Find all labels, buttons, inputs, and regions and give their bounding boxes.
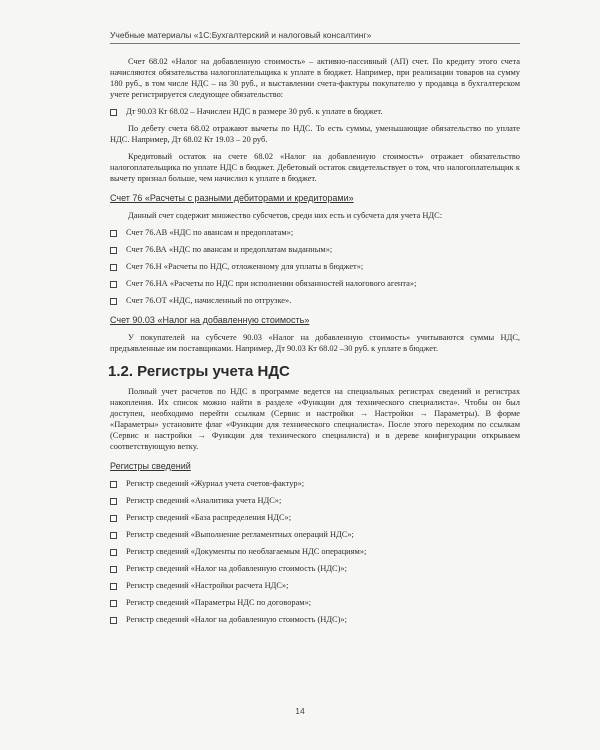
list-item	[110, 529, 520, 540]
registers-list	[110, 478, 520, 625]
list-item-text: Дт 90.03 Кт 68.02 – Начислен НДС в размере 30 руб. к уплате в бюджет.	[126, 107, 383, 116]
subheading-account-9003: Счет 90.03 «Налог на добавленную стоимость»	[110, 315, 310, 325]
checkbox-bullet-icon	[110, 549, 117, 556]
checkbox-bullet-icon	[110, 532, 117, 539]
paragraph-account-9003: У покупателей на субсчете 90.03 «Налог на добавленную стоимость» учитываются суммы НДС, предъявленные им поставщиками. Например, Дт 90.03 Кт 68.02 –30 руб. к уплате в бюджет.	[110, 333, 520, 353]
paragraph-registers-intro: Полный учет расчетов по НДС в программе ведется на специальных регистрах сведений и регистрах накопления. Их список можно найти в разделе «Функции для технического специалиста». Чтобы он был доступен, необходимо перейти ссылкам (Сервис и настройки → Настройки → Параметры). В форме «Параметры» установите флаг «Функции для технического специалиста». После этого переходим по ссылкам (Сервис и настройки → Функции для технического специалиста) и в дереве конфигурации открываем соответствующую ветку.	[110, 387, 520, 451]
subheading-registers: Регистры сведений	[110, 461, 191, 471]
list-item-text: Регистр сведений «Налог на добавленную стоимость (НДС)»;	[126, 615, 347, 624]
list-item	[110, 278, 520, 289]
list-item-text: Регистр сведений «Аналитика учета НДС»;	[126, 496, 282, 505]
list-item	[110, 495, 520, 506]
checkbox-bullet-icon	[110, 247, 117, 254]
paragraph-balance-6802: Кредитовый остаток на счете 68.02 «Налог на добавленную стоимость» отражает обязательство налогоплательщика по уплате НДС в бюджет. Дебетовый остаток свидетельствует о том, что налогоплательщик к вычету признал больше, чем начислил к уплате в бюджет.	[110, 152, 520, 183]
list-item-text: Регистр сведений «Документы по необлагаемым НДС операциям»;	[126, 547, 367, 556]
list-item	[110, 563, 520, 574]
checkbox-bullet-icon	[110, 600, 117, 607]
list-item-text: Счет 76.НА «Расчеты по НДС при исполнении обязанностей налогового агента»;	[126, 279, 417, 288]
subheading-account-76: Счет 76 «Расчеты с разными дебиторами и кредиторами»	[110, 193, 354, 203]
list-item	[110, 546, 520, 557]
list-item-text: Регистр сведений «Налог на добавленную стоимость (НДС)»;	[126, 564, 347, 573]
list-item	[110, 580, 520, 591]
paragraph-debit-6802: По дебету счета 68.02 отражают вычеты по НДС. То есть суммы, уменьшающие обязательство по уплате НДС. Например, Дт 68.02 Кт 19.03 – 20 руб.	[110, 124, 520, 144]
account-76-list	[110, 227, 520, 306]
list-item-text: Регистр сведений «Выполнение регламентных операций НДС»;	[126, 530, 354, 539]
list-item	[110, 478, 520, 489]
list-item-text: Регистр сведений «Параметры НДС по договорам»;	[126, 598, 312, 607]
list-item	[110, 295, 520, 306]
running-header: Учебные материалы «1С:Бухгалтерский и налоговый консалтинг»	[110, 30, 520, 44]
list-item-text: Регистр сведений «Настройки расчета НДС»;	[126, 581, 289, 590]
checkbox-bullet-icon	[110, 481, 117, 488]
checkbox-bullet-icon	[110, 109, 117, 116]
checkbox-bullet-icon	[110, 298, 117, 305]
list-item-text: Регистр сведений «Журнал учета счетов-фактур»;	[126, 479, 305, 488]
page-content	[110, 56, 520, 631]
list-item-text: Счет 76.Н «Расчеты по НДС, отложенному для уплаты в бюджет»;	[126, 262, 364, 271]
paragraph-account-76: Данный счет содержит множество субсчетов, среди них есть и субсчета для учета НДС:	[128, 211, 443, 220]
list-item-text: Регистр сведений «База распределения НДС»;	[126, 513, 292, 522]
checkbox-bullet-icon	[110, 566, 117, 573]
checkbox-bullet-icon	[110, 583, 117, 590]
checkbox-bullet-icon	[110, 617, 117, 624]
paragraph-account-6802: Счет 68.02 «Налог на добавленную стоимость» – активно-пассивный (АП) счет. По кредиту этого счета начисляются обязательства налогоплательщика к уплате в бюджет. Например, при реализации товаров на сумму 180 руб., в том числе НДС – на 30 руб., и выставлении счета-фактуры покупателю у продавца в бухгалтерском учете регистрируется следующее обязательство:	[110, 57, 520, 99]
checkbox-bullet-icon	[110, 515, 117, 522]
section-title: 1.2. Регистры учета НДС	[108, 363, 290, 380]
page-number: 14	[295, 706, 305, 716]
list-item-text: Счет 76.ВА «НДС по авансам и предоплатам выданным»;	[126, 245, 333, 254]
list-item	[110, 261, 520, 272]
checkbox-bullet-icon	[110, 230, 117, 237]
checkbox-bullet-icon	[110, 281, 117, 288]
checkbox-bullet-icon	[110, 264, 117, 271]
list-item	[110, 614, 520, 625]
list-item	[110, 244, 520, 255]
checkbox-bullet-icon	[110, 498, 117, 505]
list-item	[110, 597, 520, 608]
list-item-text: Счет 76.ОТ «НДС, начисленный по отгрузке».	[126, 296, 292, 305]
list-item	[110, 512, 520, 523]
list-item	[110, 227, 520, 238]
list-item-text: Счет 76.АВ «НДС по авансам и предоплатам»;	[126, 228, 294, 237]
entry-list	[110, 106, 520, 117]
list-item	[110, 106, 520, 117]
